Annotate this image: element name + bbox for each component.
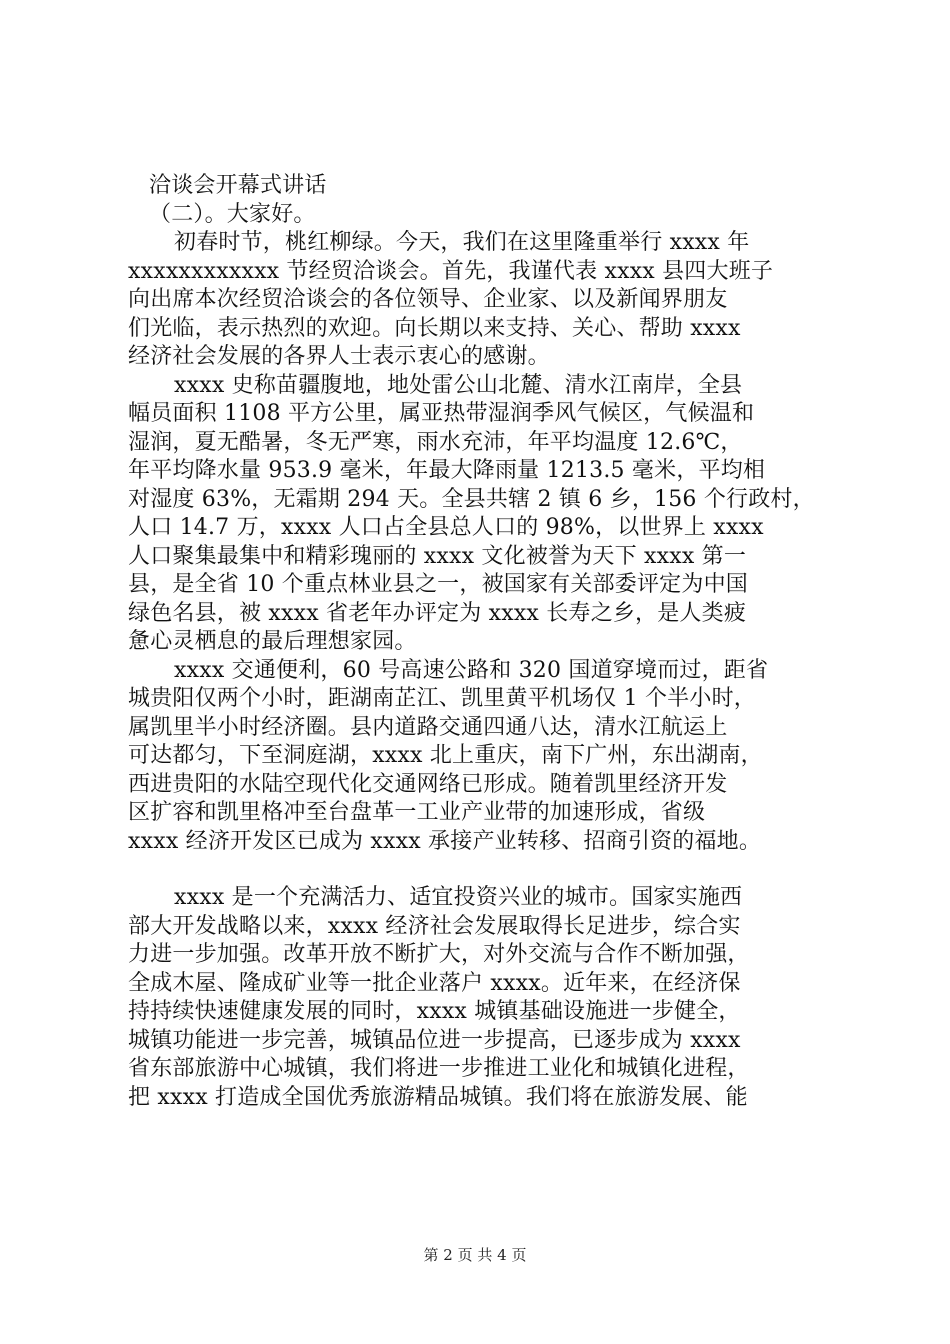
- text-line: 部大开发战略以来，xxxx 经济社会发展取得长足进步，综合实: [128, 913, 741, 939]
- text-line: xxxxxxxxxxxx 节经贸洽谈会。首先，我谨代表 xxxx 县四大班子: [128, 258, 774, 284]
- text-line: 城镇功能进一步完善，城镇品位进一步提高，已逐步成为 xxxx: [128, 1027, 741, 1053]
- text-line: 对湿度 63%，无霜期 294 天。全县共辖 2 镇 6 乡，156 个行政村，: [128, 486, 815, 512]
- text-line: 全成木屋、隆成矿业等一批企业落户 xxxx。近年来，在经济保: [128, 970, 741, 996]
- document-title: 洽谈会开幕式讲话: [149, 173, 327, 198]
- text-line: 可达都匀，下至洞庭湖，xxxx 北上重庆，南下广州，东出湖南，: [128, 743, 763, 768]
- text-line: 把 xxxx 打造成全国优秀旅游精品城镇。我们将在旅游发展、能: [128, 1084, 748, 1110]
- text-line: 人口 14.7 万，xxxx 人口占全县总人口的 98%，以世界上 xxxx: [128, 515, 764, 540]
- text-line: 西进贵阳的水陆空现代化交通网络已形成。随着凯里经济开发: [128, 771, 728, 797]
- paragraph-2: [128, 372, 838, 657]
- text-line: 人口聚集最集中和精彩瑰丽的 xxxx 文化被誉为天下 xxxx 第一: [128, 543, 747, 569]
- text-line: 区扩容和凯里格冲至台盘革一工业产业带的加速形成，省级: [128, 800, 706, 825]
- text-line: xxxx 经济开发区已成为 xxxx 承接产业转移、招商引资的福地。: [128, 828, 762, 854]
- text-line: 属凯里半小时经济圈。县内道路交通四通八达，清水江航运上: [128, 714, 728, 740]
- paragraph-1: [128, 229, 838, 372]
- paragraph-4: [128, 884, 838, 1112]
- text-line: 城贵阳仅两个小时，距湖南芷江、凯里黄平机场仅 1 个半小时，: [128, 686, 756, 711]
- text-line: 惫心灵栖息的最后理想家园。: [128, 629, 417, 654]
- text-line: 湿润，夏无酷暑，冬无严寒，雨水充沛，年平均温度 12.6℃，: [128, 429, 743, 455]
- text-line: 们光临，表示热烈的欢迎。向长期以来支持、关心、帮助 xxxx: [128, 315, 741, 341]
- text-line: 经济社会发展的各界人士表示衷心的感谢。: [128, 344, 550, 369]
- text-line: xxxx 史称苗疆腹地，地处雷公山北麓、清水江南岸，全县: [174, 372, 743, 398]
- page-number-footer: 第 2 页 共 4 页: [423, 1246, 527, 1264]
- text-line: 向出席本次经贸洽谈会的各位领导、企业家、以及新闻界朋友: [128, 287, 728, 312]
- text-line: 年平均降水量 953.9 毫米，年最大降雨量 1213.5 毫米，平均相: [128, 458, 766, 483]
- text-line: 省东部旅游中心城镇，我们将进一步推进工业化和城镇化进程，: [128, 1056, 750, 1081]
- paragraph-gap: [128, 856, 838, 884]
- text-line: xxxx 交通便利，60 号高速公路和 320 国道穿境而过，距省: [174, 657, 769, 683]
- text-line: 持持续快速健康发展的同时，xxxx 城镇基础设施进一步健全，: [128, 999, 741, 1024]
- document-body: [128, 172, 838, 1112]
- text-line: 绿色名县，被 xxxx 省老年办评定为 xxxx 长寿之乡，是人类疲: [128, 600, 747, 626]
- text-line: 初春时节，桃红柳绿。今天，我们在这里隆重举行 xxxx 年: [174, 230, 750, 255]
- paragraph-3: [128, 657, 838, 857]
- text-line: 力进一步加强。改革开放不断扩大，对外交流与合作不断加强，: [128, 942, 750, 967]
- text-line: xxxx 是一个充满活力、适宜投资兴业的城市。国家实施西: [174, 885, 743, 910]
- text-line: 县，是全省 10 个重点林业县之一，被国家有关部委评定为中国: [128, 572, 748, 597]
- document-subtitle: （二）。大家好。: [149, 201, 316, 227]
- text-line: 幅员面积 1108 平方公里，属亚热带湿润季风气候区，气候温和: [128, 401, 755, 426]
